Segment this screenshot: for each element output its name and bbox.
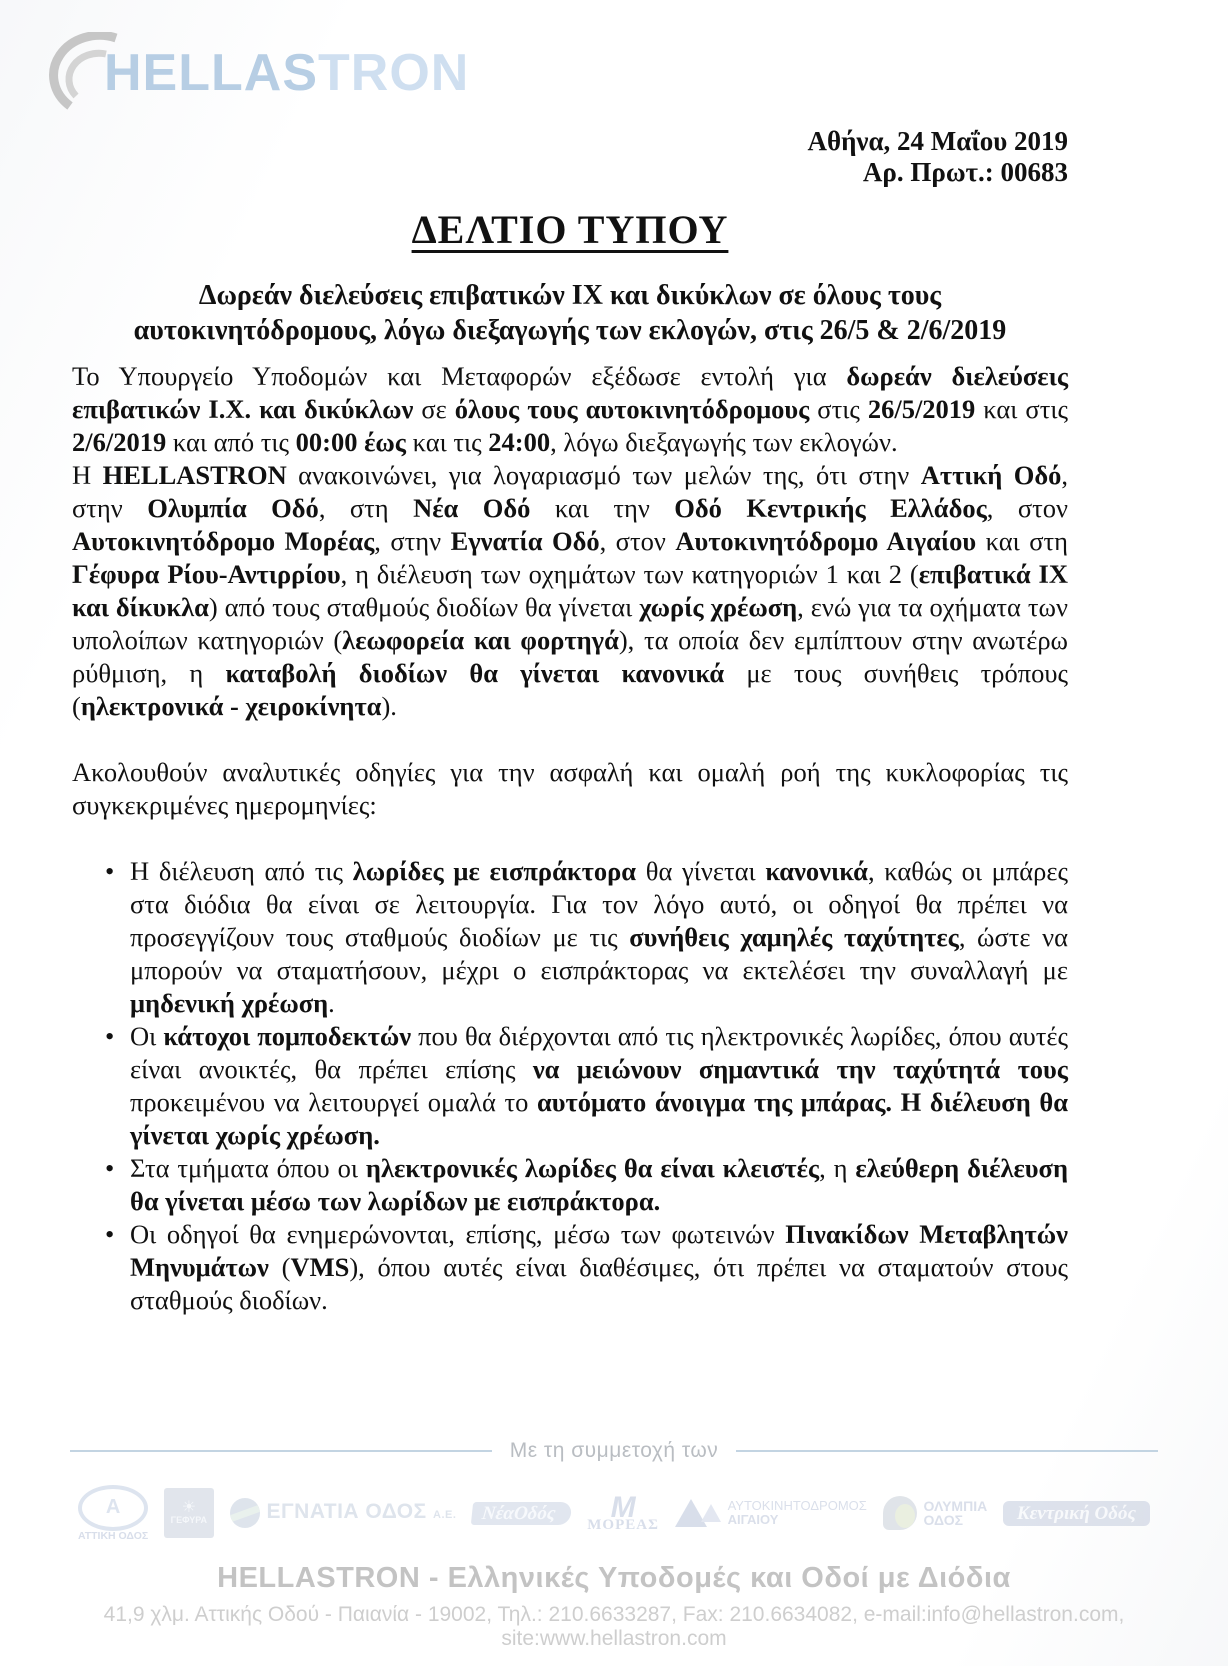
- divider-line-left: [70, 1450, 492, 1452]
- paragraph-hellastron-announcement: Η HELLASTRON ανακοινώνει, για λογαριασμό των μελών της, ότι στην Αττική Οδό, στην Ολυμπία Οδό, στη Νέα Οδό και την Οδό Κεντρικής Ελλάδος, στον Αυτοκινητόδρομο Μορέας, στην Εγνατία Οδό, στον Αυτοκινητόδρομο Αιγαίου και στη Γέφυρα Ρίου-Αντιρρίου, η διέλευση των οχημάτων των κατηγοριών 1 και 2 (επιβατικά ΙΧ και δίκυκλα) από τους σταθμούς διοδίων θα γίνεται χωρίς χρέωση, ενώ για τα οχήματα των υπολοίπων κατηγοριών (λεωφορεία και φορτηγά), τα οποία δεν εμπίπτουν στην ανωτέρω ρύθμιση, η καταβολή διοδίων θα γίνεται κανονικά με τους συνήθεις τρόπους (ηλεκτρονικά - χειροκίνητα).: [72, 460, 1069, 721]
- logo-wordmark: HELLASTRON: [104, 44, 470, 102]
- egnatia-odos-logo: ΕΓΝΑΤΙΑ ΟΔΟΣ Α.Ε.: [230, 1498, 457, 1528]
- nea-odos-wordmark: ΝέαΟδός: [471, 1502, 573, 1525]
- instruction-list: [72, 855, 1068, 1317]
- moreas-icon: M: [610, 1490, 636, 1524]
- divider-line-right: [736, 1450, 1158, 1452]
- participation-label: Με τη συμμετοχή των: [509, 1439, 719, 1462]
- member-logos-row: [78, 1480, 1150, 1546]
- moreas-logo: M ΜΟΡΕΑΣ: [587, 1490, 659, 1533]
- protocol-number: Αρ. Πρωτ.: 00683: [862, 157, 1068, 187]
- gefyra-icon: ☀ ΓΕΦΥΡΑ: [164, 1488, 214, 1538]
- olympia-odos-logo: ΟΛΥΜΠΙΑ ΟΔΟΣ: [883, 1496, 988, 1530]
- list-item-collector-lanes: • Η διέλευση από τις λωρίδες με εισπράκτορα θα γίνεται κανονικά, καθώς οι μπάρες στα διόδια θα είναι σε λειτουργία. Για τον λόγο αυτό, οι οδηγοί θα πρέπει να προσεγγίζουν τους σταθμούς διοδίων με τις συνήθεις χαμηλές ταχύτητες, ώστε να μπορούν να σταματήσουν, μέχρι ο εισπράκτορας να εκτελέσει την συναλλαγή με μηδενική χρέωση.: [72, 855, 1068, 1020]
- kentriki-odos-logo: [1003, 1501, 1150, 1526]
- list-item-closed-electronic-lanes: • Στα τμήματα όπου οι ηλεκτρονικές λωρίδες θα είναι κλειστές, η ελεύθερη διέλευση θα γίνεται μέσω των λωρίδων με εισπράκτορα.: [72, 1152, 1068, 1218]
- participation-divider: [70, 1436, 1158, 1466]
- date-block: [0, 126, 1068, 188]
- spacer: [72, 723, 1068, 756]
- document-body: [72, 360, 1068, 1317]
- spacer: [72, 822, 1068, 855]
- paragraph-instructions-intro: Ακολουθούν αναλυτικές οδηγίες για την ασφαλή και ομαλή ροή της κυκλοφορίας τις συγκεκριμένες ημερομηνίες:: [72, 757, 1068, 820]
- document-title: ΔΕΛΤΙΟ ΤΥΠΟΥ: [411, 207, 729, 252]
- gefyra-logo: [164, 1488, 214, 1538]
- egnatia-odos-icon: [230, 1498, 260, 1528]
- document-subtitle: Δωρεάν διελεύσεις επιβατικών ΙΧ και δικύκλων σε όλους τους αυτοκινητόδρομους, λόγω διεξαγωγής των εκλογών, στις 26/5 & 2/6/2019: [133, 280, 1007, 346]
- attiki-odos-icon: A: [78, 1485, 148, 1531]
- hellastron-logo: [46, 34, 469, 112]
- kentriki-odos-wordmark: Κεντρική Οδός: [1003, 1501, 1150, 1526]
- list-item-vms-signs: • Οι οδηγοί θα ενημερώνονται, επίσης, μέσω των φωτεινών Πινακίδων Μεταβλητών Μηνυμάτων (VMS), όπου αυτές είναι διαθέσιμες, ότι πρέπει να σταματούν στους σταθμούς διοδίων.: [72, 1218, 1068, 1317]
- paragraph-ministry-order: Το Υπουργείο Υποδομών και Μεταφορών εξέδωσε εντολή για δωρεάν διελεύσεις επιβατικών Ι.Χ. και δικύκλων σε όλους τους αυτοκινητόδρομους στις 26/5/2019 και στις 2/6/2019 και από τις 00:00 έως και τις 24:00, λόγω διεξαγωγής των εκλογών.: [72, 361, 1069, 457]
- attiki-odos-logo: A ΑΤΤΙΚΗ ΟΔΟΣ: [78, 1485, 148, 1542]
- date-line: Αθήνα, 24 Μαΐου 2019: [807, 126, 1068, 156]
- aegean-motorway-logo: ΑΥΤΟΚΙΝΗΤΟΔΡΟΜΟΣ ΑΙΓΑΙΟΥ: [675, 1499, 867, 1527]
- footer-contact-line: 41,9 χλμ. Αττικής Οδού - Παιανία - 19002, Τηλ.: 210.6633287, Fax: 210.6634082, e-mail:info@hellastron.com, site:www.hellastron.com: [103, 1603, 1125, 1650]
- list-item-transponder-holders: • Οι κάτοχοι πομποδεκτών που θα διέρχονται από τις ηλεκτρονικές λωρίδες, όπου αυτές είναι ανοικτές, θα πρέπει επίσης να μειώνουν σημαντικά την ταχύτητά τους προκειμένου να λειτουργεί ομαλά το αυτόματο άνοιγμα της μπάρας. Η διέλευση θα γίνεται χωρίς χρέωση.: [72, 1020, 1068, 1152]
- footer-org-line: HELLASTRON - Ελληνικές Υποδομές και Οδοί με Διόδια: [217, 1562, 1011, 1594]
- aegean-motorway-icon: [675, 1499, 721, 1527]
- olympia-odos-icon: [883, 1496, 917, 1530]
- page-footer: [0, 1436, 1228, 1666]
- nea-odos-logo: [472, 1502, 571, 1525]
